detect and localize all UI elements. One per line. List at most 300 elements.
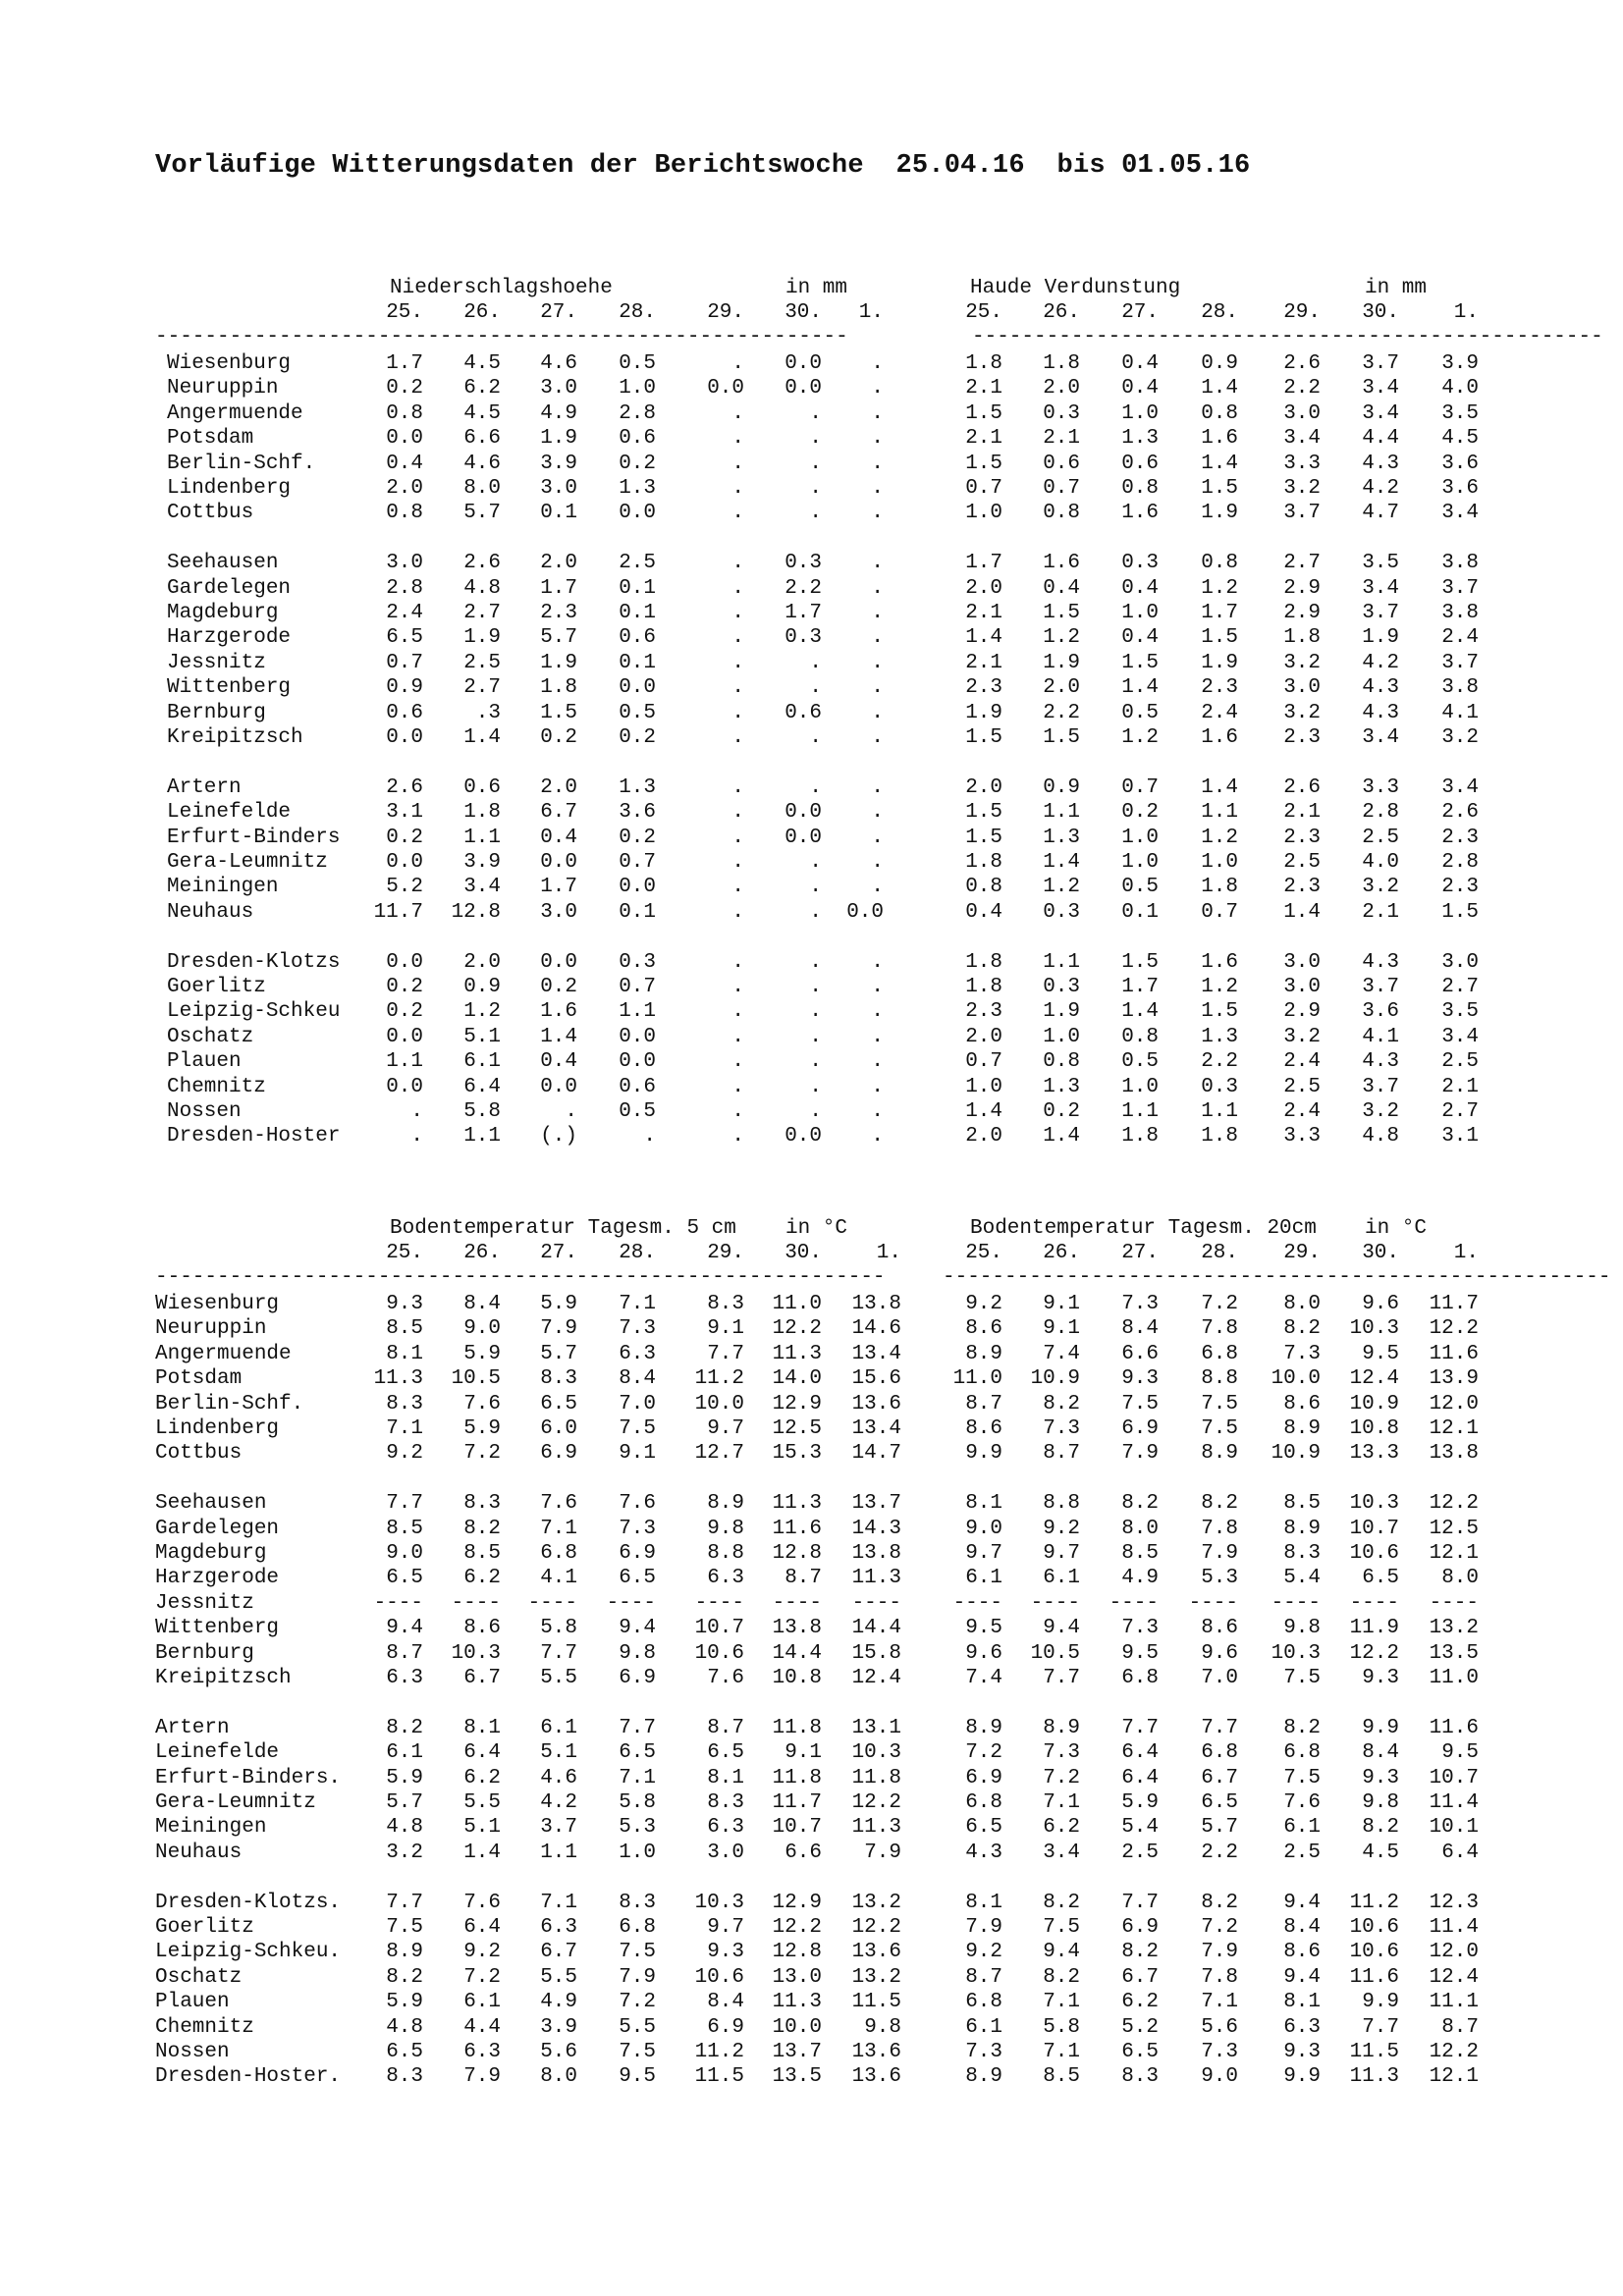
table-cell: .	[731, 801, 744, 825]
table-cell: 0.0	[784, 826, 822, 849]
table-cell: 6.1	[965, 2015, 1002, 2039]
table-cell: ----	[1188, 1591, 1238, 1615]
table-cell: 5.9	[540, 1293, 577, 1315]
table-cell: 1.3	[1121, 427, 1159, 451]
table-cell: 6.5	[707, 1741, 744, 1765]
table-cell: 1.7	[540, 876, 577, 899]
table-cell: 7.6	[1283, 1791, 1321, 1814]
table-cell: 12.2	[1429, 1492, 1479, 1516]
table-cell: 12.9	[772, 1891, 822, 1914]
table-cell: 6.3	[619, 1342, 656, 1365]
left-day-header: 27.	[540, 301, 577, 324]
table-cell: 1.4	[965, 626, 1002, 650]
header-divider: ------------------------------------------------------	[943, 1266, 1611, 1289]
table-cell: 6.3	[540, 1916, 577, 1939]
table-cell: 2.3	[965, 676, 1002, 700]
table-cell: 1.2	[1043, 876, 1080, 899]
right-day-header: 29.	[1283, 1242, 1321, 1264]
table-cell: 1.5	[1201, 1000, 1238, 1024]
table-cell: 7.1	[540, 1891, 577, 1914]
table-cell: 0.0	[540, 1075, 577, 1098]
table-cell: .	[809, 775, 822, 799]
table-cell: 2.7	[1441, 1100, 1479, 1123]
table-cell: 6.1	[463, 1991, 501, 2014]
table-cell: 7.7	[386, 1891, 423, 1914]
left-day-header: 25.	[386, 301, 423, 324]
right-day-header: 27.	[1121, 1242, 1159, 1264]
table-cell: 1.0	[619, 377, 656, 400]
table-cell: 6.8	[965, 1791, 1002, 1814]
table-cell: .	[809, 976, 822, 998]
table-cell: 12.4	[851, 1667, 901, 1689]
table-cell: .	[871, 1025, 884, 1048]
station-name: Leipzig-Schkeu.	[155, 1941, 342, 1964]
table-cell: 3.7	[1362, 1075, 1399, 1098]
table-cell: 0.3	[784, 552, 822, 575]
table-cell: 6.9	[540, 1442, 577, 1466]
table-cell: 7.1	[1043, 1791, 1080, 1814]
table-cell: 1.0	[1121, 851, 1159, 874]
table-cell: 8.2	[386, 1716, 423, 1739]
station-name: Artern	[167, 775, 242, 799]
left-unit-label: in mm	[785, 277, 848, 299]
station-name: Nossen	[155, 2041, 230, 2063]
table-cell: 1.5	[1201, 477, 1238, 500]
table-cell: 8.5	[463, 1542, 501, 1565]
table-cell: 10.6	[1349, 1542, 1399, 1565]
table-cell: .	[731, 1000, 744, 1024]
table-cell: 7.3	[619, 1317, 656, 1341]
table-cell: 3.0	[540, 377, 577, 400]
table-cell: 1.4	[1283, 900, 1321, 924]
table-cell: 5.9	[386, 1991, 423, 2014]
table-cell: .	[809, 401, 822, 425]
table-cell: 8.7	[386, 1641, 423, 1665]
table-cell: 8.6	[1283, 1941, 1321, 1964]
table-cell: 11.6	[1349, 1965, 1399, 1989]
table-cell: 0.0	[784, 352, 822, 375]
table-cell: .3	[475, 701, 501, 724]
table-cell: .	[871, 1100, 884, 1123]
table-cell: 6.7	[1121, 1965, 1159, 1989]
table-cell: 7.1	[619, 1293, 656, 1315]
table-cell: 1.4	[1121, 1000, 1159, 1024]
table-cell: 0.4	[965, 900, 1002, 924]
table-cell: 9.6	[965, 1641, 1002, 1665]
table-cell: 1.9	[1201, 651, 1238, 674]
table-cell: 9.5	[965, 1617, 1002, 1640]
right-day-header: 26.	[1043, 301, 1080, 324]
station-name: Oschatz	[155, 1965, 243, 1989]
table-cell: 5.4	[1121, 1816, 1159, 1840]
table-cell: 14.4	[851, 1617, 901, 1640]
table-cell: 7.5	[1283, 1667, 1321, 1689]
table-cell: 8.4	[1121, 1317, 1159, 1341]
table-cell: 11.8	[772, 1716, 822, 1739]
station-name: Nossen	[167, 1100, 242, 1123]
table-cell: 1.4	[1201, 452, 1238, 475]
station-name: Kreipitzsch	[155, 1667, 292, 1689]
table-cell: 6.2	[463, 377, 501, 400]
station-name: Neuruppin	[155, 1317, 267, 1341]
table-cell: 0.1	[619, 651, 656, 674]
table-cell: 13.5	[772, 2065, 822, 2089]
station-name: Lindenberg	[155, 1417, 280, 1440]
header-divider: -----------------------------------------------------------	[155, 1266, 886, 1289]
table-cell: 7.5	[386, 1916, 423, 1939]
table-cell: 9.2	[463, 1941, 501, 1964]
right-section-title: Haude Verdunstung	[970, 277, 1181, 299]
table-cell: 1.8	[463, 801, 501, 825]
table-cell: 1.5	[1201, 626, 1238, 650]
table-cell: .	[871, 950, 884, 974]
table-cell: 6.4	[463, 1075, 501, 1098]
table-cell: ----	[373, 1591, 423, 1615]
table-cell: 1.8	[965, 851, 1002, 874]
table-cell: 5.1	[463, 1025, 501, 1048]
table-cell: 5.9	[463, 1342, 501, 1365]
table-cell: 7.4	[1043, 1342, 1080, 1365]
table-cell: 4.1	[1362, 1025, 1399, 1048]
table-cell: .	[871, 602, 884, 624]
station-name: Erfurt-Binders	[167, 826, 341, 849]
table-cell: 11.7	[1429, 1293, 1479, 1315]
table-cell: 0.4	[1121, 377, 1159, 400]
table-cell: 0.3	[1043, 976, 1080, 998]
table-cell: 2.0	[965, 775, 1002, 799]
table-cell: 14.0	[772, 1367, 822, 1391]
table-cell: 0.0	[540, 851, 577, 874]
table-cell: 2.3	[965, 1000, 1002, 1024]
table-cell: 1.1	[1201, 1100, 1238, 1123]
table-cell: 3.3	[1362, 775, 1399, 799]
table-cell: 8.1	[707, 1766, 744, 1789]
table-cell: 9.4	[1283, 1965, 1321, 1989]
table-cell: 2.2	[1201, 1050, 1238, 1074]
table-cell: 8.5	[1043, 2065, 1080, 2089]
table-cell: 7.8	[1201, 1517, 1238, 1540]
table-cell: 12.2	[851, 1916, 901, 1939]
table-cell: 1.1	[1121, 1100, 1159, 1123]
table-cell: 1.9	[463, 626, 501, 650]
left-day-header: 27.	[540, 1242, 577, 1264]
table-cell: 8.3	[463, 1492, 501, 1516]
table-cell: 0.4	[1121, 576, 1159, 600]
table-cell: 8.0	[1441, 1567, 1479, 1590]
table-cell: 3.0	[1283, 401, 1321, 425]
table-cell: ----	[1349, 1591, 1399, 1615]
station-name: Plauen	[167, 1050, 242, 1074]
table-cell: 8.2	[1043, 1392, 1080, 1415]
table-cell: 1.3	[619, 477, 656, 500]
table-cell: 1.5	[965, 726, 1002, 749]
right-day-header: 1.	[1453, 1242, 1479, 1264]
table-cell: 8.2	[463, 1517, 501, 1540]
table-cell: 1.5	[1121, 950, 1159, 974]
table-cell: 1.7	[784, 602, 822, 624]
table-cell: .	[731, 1050, 744, 1074]
left-day-header: 26.	[463, 1242, 501, 1264]
table-cell: 6.8	[965, 1991, 1002, 2014]
table-cell: .	[731, 701, 744, 724]
table-cell: 10.6	[694, 1965, 744, 1989]
table-cell: 5.7	[1201, 1816, 1238, 1840]
station-name: Goerlitz	[167, 976, 266, 998]
table-cell: 5.9	[386, 1766, 423, 1789]
table-cell: 0.3	[619, 950, 656, 974]
table-cell: 0.3	[1121, 552, 1159, 575]
table-cell: .	[731, 552, 744, 575]
table-cell: 1.1	[1043, 950, 1080, 974]
table-cell: 6.3	[463, 2041, 501, 2063]
table-cell: 2.2	[1283, 377, 1321, 400]
table-cell: 11.5	[1349, 2041, 1399, 2063]
right-unit-label: in °C	[1365, 1217, 1428, 1240]
table-cell: 0.5	[1121, 876, 1159, 899]
table-cell: 5.3	[619, 1816, 656, 1840]
table-cell: 3.0	[540, 477, 577, 500]
table-cell: 0.4	[386, 452, 423, 475]
table-cell: 12.5	[1429, 1517, 1479, 1540]
table-cell: 0.7	[1121, 775, 1159, 799]
table-cell: 6.1	[965, 1567, 1002, 1590]
table-cell: 1.4	[1121, 676, 1159, 700]
table-cell: .	[809, 876, 822, 899]
table-cell: 2.5	[1283, 851, 1321, 874]
table-cell: 6.4	[1121, 1766, 1159, 1789]
table-cell: 1.1	[540, 1841, 577, 1864]
table-cell: 3.4	[1441, 502, 1479, 525]
table-cell: ----	[694, 1591, 744, 1615]
table-cell: 3.5	[1441, 1000, 1479, 1024]
table-cell: 3.0	[1283, 976, 1321, 998]
table-cell: 10.3	[1349, 1317, 1399, 1341]
right-day-header: 1.	[1453, 301, 1479, 324]
table-cell: 6.5	[1201, 1791, 1238, 1814]
table-cell: 11.4	[1429, 1916, 1479, 1939]
table-cell: 1.7	[1121, 976, 1159, 998]
table-cell: 7.2	[1201, 1916, 1238, 1939]
table-cell: 13.6	[851, 2041, 901, 2063]
table-cell: 9.6	[1362, 1293, 1399, 1315]
table-cell: 6.2	[463, 1766, 501, 1789]
table-cell: 0.4	[1121, 352, 1159, 375]
left-day-header: 29.	[707, 301, 744, 324]
table-cell: 7.2	[463, 1965, 501, 1989]
table-cell: 8.3	[386, 2065, 423, 2089]
table-cell: 11.2	[694, 1367, 744, 1391]
table-cell: 7.1	[540, 1517, 577, 1540]
table-cell: 13.2	[851, 1891, 901, 1914]
table-cell: 0.9	[463, 976, 501, 998]
table-cell: 2.3	[540, 602, 577, 624]
table-cell: ----	[952, 1591, 1002, 1615]
table-cell: 7.6	[707, 1667, 744, 1689]
table-cell: 0.0	[386, 1075, 423, 1098]
table-cell: 2.9	[1283, 602, 1321, 624]
table-cell: 12.3	[1429, 1891, 1479, 1914]
table-cell: 10.7	[772, 1816, 822, 1840]
table-cell: 0.2	[540, 726, 577, 749]
table-cell: 9.8	[864, 2015, 901, 2039]
table-cell: 10.6	[694, 1641, 744, 1665]
table-cell: 0.5	[619, 1100, 656, 1123]
table-cell: 3.2	[1362, 1100, 1399, 1123]
table-cell: 8.5	[1121, 1542, 1159, 1565]
table-cell: 2.6	[1283, 775, 1321, 799]
table-cell: .	[871, 851, 884, 874]
station-name: Dresden-Hoster	[167, 1125, 341, 1148]
table-cell: 11.0	[952, 1367, 1002, 1391]
table-cell: 7.9	[1201, 1941, 1238, 1964]
right-section-title: Bodentemperatur Tagesm. 20cm	[970, 1217, 1317, 1240]
table-cell: 14.7	[851, 1442, 901, 1466]
table-cell: 9.4	[1043, 1617, 1080, 1640]
table-cell: .	[871, 676, 884, 700]
table-cell: ----	[606, 1591, 656, 1615]
table-cell: 0.4	[1043, 576, 1080, 600]
table-cell: 8.6	[1201, 1617, 1238, 1640]
table-cell: 4.3	[1362, 676, 1399, 700]
table-cell: 9.8	[1362, 1791, 1399, 1814]
table-cell: 2.1	[1441, 1075, 1479, 1098]
table-cell: 15.3	[772, 1442, 822, 1466]
table-cell: 9.8	[619, 1641, 656, 1665]
station-name: Kreipitzsch	[167, 726, 303, 749]
table-cell: 6.8	[1201, 1741, 1238, 1765]
table-cell: 1.7	[540, 576, 577, 600]
table-cell: 6.3	[386, 1667, 423, 1689]
table-cell: .	[871, 401, 884, 425]
table-cell: 4.6	[463, 452, 501, 475]
table-cell: .	[871, 427, 884, 451]
station-name: Cottbus	[155, 1442, 243, 1466]
table-cell: 2.4	[1441, 626, 1479, 650]
table-cell: 10.9	[1271, 1442, 1321, 1466]
table-cell: 7.5	[1121, 1392, 1159, 1415]
table-cell: 11.2	[1349, 1891, 1399, 1914]
table-cell: 2.1	[965, 602, 1002, 624]
table-cell: 0.7	[386, 651, 423, 674]
table-cell: 2.0	[965, 1025, 1002, 1048]
table-cell: 1.8	[1201, 1125, 1238, 1148]
table-cell: 1.1	[463, 826, 501, 849]
station-name: Wiesenburg	[167, 352, 292, 375]
table-cell: 3.7	[1441, 576, 1479, 600]
table-cell: 5.5	[540, 1965, 577, 1989]
table-cell: 6.7	[540, 801, 577, 825]
table-cell: 11.7	[772, 1791, 822, 1814]
table-cell: 10.7	[1349, 1517, 1399, 1540]
table-cell: 0.0	[540, 950, 577, 974]
table-cell: 2.4	[1201, 701, 1238, 724]
table-cell: 7.9	[463, 2065, 501, 2089]
table-cell: 1.9	[540, 427, 577, 451]
table-cell: 2.8	[1441, 851, 1479, 874]
table-cell: 11.3	[772, 1492, 822, 1516]
station-name: Goerlitz	[155, 1916, 254, 1939]
table-cell: 4.9	[1121, 1567, 1159, 1590]
table-cell: 4.0	[1441, 377, 1479, 400]
station-name: Meiningen	[155, 1816, 267, 1840]
table-cell: 4.3	[1362, 950, 1399, 974]
table-cell: .	[809, 502, 822, 525]
station-name: Gardelegen	[167, 576, 292, 600]
table-cell: 3.5	[1441, 401, 1479, 425]
table-cell: 6.7	[463, 1667, 501, 1689]
table-cell: 11.3	[772, 1342, 822, 1365]
table-cell: 0.8	[1201, 401, 1238, 425]
table-cell: 10.3	[451, 1641, 501, 1665]
table-cell: 9.4	[386, 1617, 423, 1640]
table-cell: 2.1	[1043, 427, 1080, 451]
station-name: Cottbus	[167, 502, 254, 525]
table-cell: 0.7	[965, 477, 1002, 500]
right-day-header: 30.	[1362, 301, 1399, 324]
station-name: Leinefelde	[167, 801, 292, 825]
table-cell: ----	[451, 1591, 501, 1615]
table-cell: .	[809, 1000, 822, 1024]
station-name: Dresden-Klotzs.	[155, 1891, 342, 1914]
table-cell: 2.5	[463, 651, 501, 674]
station-name: Magdeburg	[155, 1542, 267, 1565]
table-cell: 1.8	[540, 676, 577, 700]
table-cell: 8.2	[1043, 1891, 1080, 1914]
table-cell: 1.0	[1121, 826, 1159, 849]
left-day-header: 26.	[463, 301, 501, 324]
table-cell: 7.1	[386, 1417, 423, 1440]
table-cell: 1.4	[1201, 775, 1238, 799]
table-cell: 1.4	[1043, 851, 1080, 874]
table-cell: 9.2	[386, 1442, 423, 1466]
table-cell: 8.5	[386, 1517, 423, 1540]
table-cell: 3.2	[1441, 726, 1479, 749]
table-cell: 3.0	[1283, 950, 1321, 974]
table-cell: 2.7	[1441, 976, 1479, 998]
table-cell: 2.6	[1441, 801, 1479, 825]
table-cell: 1.0	[1201, 851, 1238, 874]
table-cell: 7.0	[1201, 1667, 1238, 1689]
station-name: Potsdam	[167, 427, 254, 451]
table-cell: 6.3	[1283, 2015, 1321, 2039]
table-cell: 9.4	[1043, 1941, 1080, 1964]
table-cell: 1.2	[1201, 976, 1238, 998]
table-cell: 12.2	[772, 1916, 822, 1939]
table-cell: ----	[1271, 1591, 1321, 1615]
table-cell: 9.7	[1043, 1542, 1080, 1565]
table-cell: 1.5	[965, 801, 1002, 825]
table-cell: 8.3	[1283, 1542, 1321, 1565]
table-cell: 7.5	[1043, 1916, 1080, 1939]
table-cell: 8.8	[707, 1542, 744, 1565]
table-cell: 11.3	[851, 1816, 901, 1840]
table-cell: 3.6	[1362, 1000, 1399, 1024]
table-cell: 9.9	[1283, 2065, 1321, 2089]
table-cell: 10.5	[451, 1367, 501, 1391]
table-cell: 7.1	[1043, 1991, 1080, 2014]
table-cell: 8.2	[1201, 1891, 1238, 1914]
table-cell: 1.8	[965, 976, 1002, 998]
table-cell: 8.6	[463, 1617, 501, 1640]
table-cell: 9.0	[463, 1317, 501, 1341]
table-cell: 8.1	[386, 1342, 423, 1365]
table-cell: 0.0	[707, 377, 744, 400]
table-cell: 8.9	[1283, 1417, 1321, 1440]
table-cell: 2.0	[965, 1125, 1002, 1148]
table-cell: 2.3	[1201, 676, 1238, 700]
table-cell: 9.3	[1121, 1367, 1159, 1391]
table-cell: 8.1	[463, 1716, 501, 1739]
